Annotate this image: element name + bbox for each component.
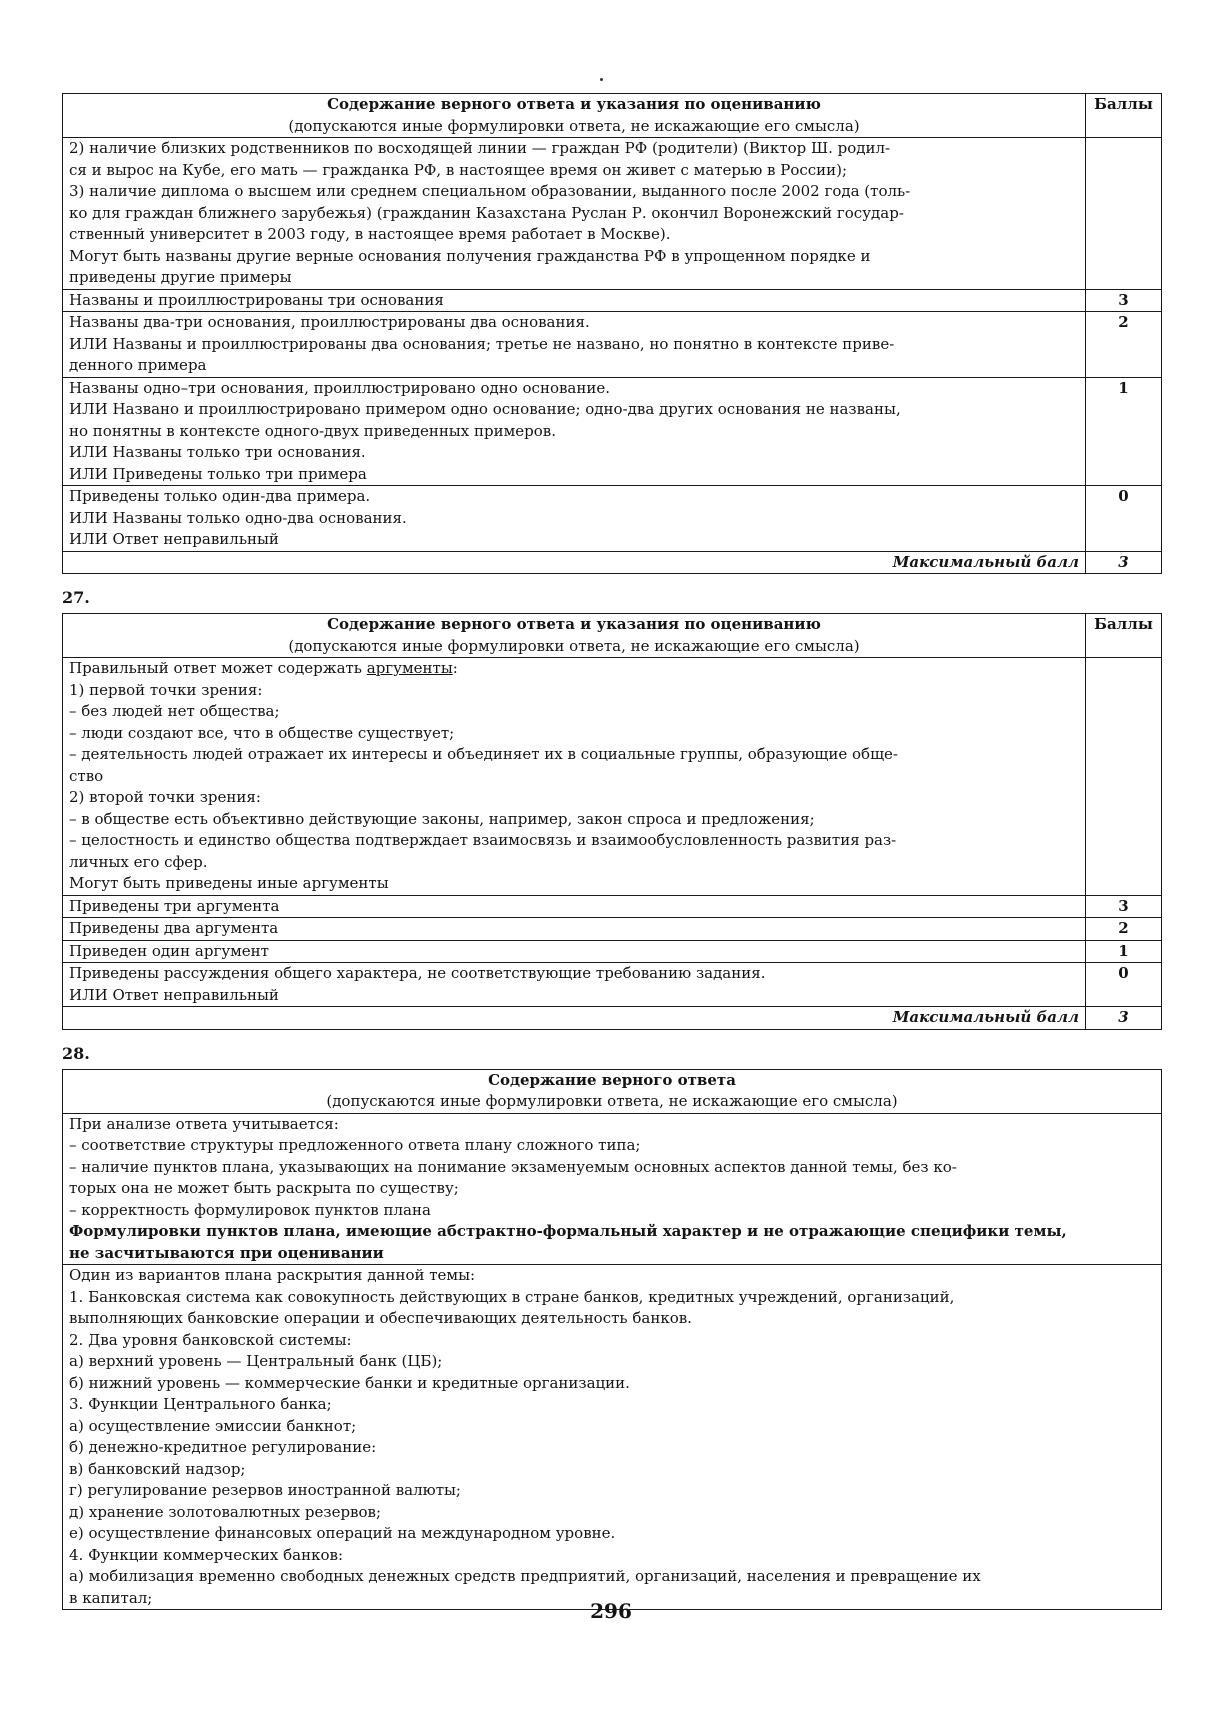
content-row bbox=[63, 658, 1162, 896]
points-value: 1 bbox=[1086, 377, 1162, 486]
criteria-row: Приведены рассуждения общего характера, не соответствующие требованию задания. ИЛИ Ответ неправильный 0 bbox=[63, 963, 1162, 1007]
criteria-row: Приведен один аргумент 1 bbox=[63, 940, 1162, 963]
max-score-row bbox=[63, 551, 1162, 574]
table-header-row bbox=[63, 614, 1162, 658]
table-header-title: Содержание верного ответа (допускаются иные формулировки ответа, не искажающие его смысла) bbox=[63, 1069, 1162, 1113]
table-header-title: Содержание верного ответа и указания по оцениванию (допускаются иные формулировки ответа, не искажающие его смысла) bbox=[63, 614, 1086, 658]
max-score-label: Максимальный балл bbox=[63, 551, 1086, 574]
content-points-cell bbox=[1086, 658, 1162, 896]
page-number: 296 bbox=[590, 1599, 632, 1623]
table-task-27 bbox=[62, 613, 1162, 1030]
criteria-row: Названы два-три основания, проиллюстрированы два основания. ИЛИ Названы и проиллюстрированы два основания; третье не названо, но понятно в контексте приве- денного примера 2 bbox=[63, 312, 1162, 378]
analysis-cell: При анализе ответа учитывается: – соответствие структуры предложенного ответа плану сложного типа; – наличие пунктов плана, указывающих на понимание экзаменуемым основных аспектов данной темы, без ко- торых она не может быть раскрыта по существу; – корректность формулировок пунктов плана Формулировки пунктов плана, имеющие абстрактно-формальный характер и не отражающие специфики темы, не засчитываются при оценивании bbox=[63, 1113, 1162, 1265]
points-value: 2 bbox=[1086, 918, 1162, 941]
analysis-row bbox=[63, 1113, 1162, 1265]
table-header-row bbox=[63, 94, 1162, 138]
max-score-value: 3 bbox=[1086, 551, 1162, 574]
criteria-row: Приведены только один-два примера. ИЛИ Названы только одно-два основания. ИЛИ Ответ неправильный 0 bbox=[63, 486, 1162, 552]
table-task-28 bbox=[62, 1069, 1162, 1611]
criteria-row: Названы и проиллюстрированы три основания 3 bbox=[63, 289, 1162, 312]
content-points-cell bbox=[1086, 138, 1162, 290]
page-content bbox=[62, 93, 1162, 1610]
content-row bbox=[63, 138, 1162, 290]
points-value: 3 bbox=[1086, 289, 1162, 312]
criteria-row: Приведены три аргумента 3 bbox=[63, 895, 1162, 918]
task-number-27: 27. bbox=[62, 588, 90, 607]
table-header-points: Баллы bbox=[1086, 614, 1162, 658]
criteria-row: Названы одно–три основания, проиллюстрировано одно основание. ИЛИ Названо и проиллюстрировано примером одно основание; одно-два других основания не названы, но понятны в контексте одного-двух приведенных примеров. ИЛИ Названы только три основания. ИЛИ Приведены только три примера 1 bbox=[63, 377, 1162, 486]
points-value: 0 bbox=[1086, 486, 1162, 552]
max-score-label: Максимальный балл bbox=[63, 1007, 1086, 1030]
max-score-value: 3 bbox=[1086, 1007, 1162, 1030]
content-cell: 2) наличие близких родственников по восходящей линии — граждан РФ (родители) (Виктор Ш. родил- ся и вырос на Кубе, его мать — гражданка РФ, в настоящее время он живет с матерью в России); 3) наличие диплома о высшем или среднем специальном образовании, выданного после 2002 года (толь- ко для граждан ближнего зарубежья) (гражданин Казахстана Руслан Р. окончил Воронежский государ- ственный университет в 2003 году, в настоящее время работает в Москве). Могут быть названы другие верные основания получения гражданства РФ в упрощенном порядке и приведены другие примеры bbox=[63, 138, 1086, 290]
points-value: 2 bbox=[1086, 312, 1162, 378]
scan-speck bbox=[600, 78, 603, 81]
table-header-points: Баллы bbox=[1086, 94, 1162, 138]
content-cell: Правильный ответ может содержать аргументы: 1) первой точки зрения: – без людей нет общества; – люди создают все, что в обществе существует; – деятельность людей отражает их интересы и объединяет их в социальные группы, образующие обще- ство 2) второй точки зрения: – в обществе есть объективно действующие законы, например, закон спроса и предложения; – целостность и единство общества подтверждает взаимосвязь и взаимообусловленность развития раз- личных его сфер. Могут быть приведены иные аргументы bbox=[63, 658, 1086, 896]
points-value: 0 bbox=[1086, 963, 1162, 1007]
table-header-row bbox=[63, 1069, 1162, 1113]
plan-cell: Один из вариантов плана раскрытия данной темы: 1. Банковская система как совокупность действующих в стране банков, кредитных учреждений, организаций, выполняющих банковские операции и обеспечивающих деятельность банков. 2. Два уровня банковской системы: а) верхний уровень — Центральный банк (ЦБ); б) нижний уровень — коммерческие банки и кредитные организации. 3. Функции Центрального банка; а) осуществление эмиссии банкнот; б) денежно-кредитное регулирование: в) банковский надзор; г) регулирование резервов иностранной валюты; д) хранение золотовалютных резервов; е) осуществление финансовых операций на международном уровне. 4. Функции коммерческих банков: а) мобилизация временно свободных денежных средств предприятий, организаций, населения и превращение их в капитал; bbox=[63, 1265, 1162, 1610]
table-header-title: Содержание верного ответа и указания по оцениванию (допускаются иные формулировки ответа, не искажающие его смысла) bbox=[63, 94, 1086, 138]
plan-row bbox=[63, 1265, 1162, 1610]
table-task-26 bbox=[62, 93, 1162, 574]
criteria-row: Приведены два аргумента 2 bbox=[63, 918, 1162, 941]
max-score-row bbox=[63, 1007, 1162, 1030]
points-value: 1 bbox=[1086, 940, 1162, 963]
task-number-28: 28. bbox=[62, 1043, 90, 1063]
points-value: 3 bbox=[1086, 895, 1162, 918]
